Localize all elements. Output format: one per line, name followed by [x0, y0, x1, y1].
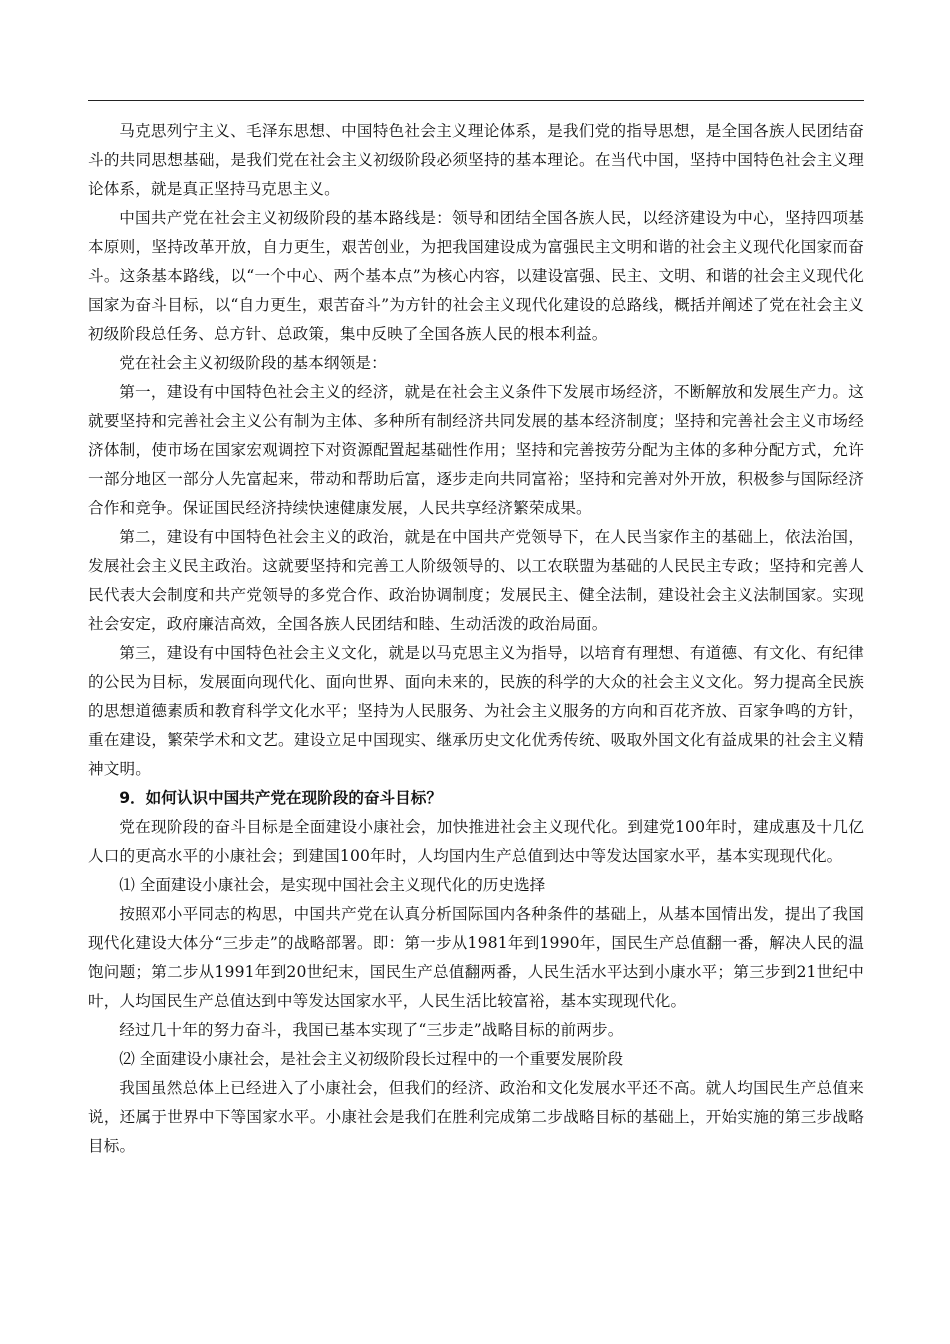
paragraph-basic-program-intro: 党在社会主义初级阶段的基本纲领是：: [119, 354, 387, 372]
subheading-development-stage: ⑵ 全面建设小康社会，是社会主义初级阶段长过程中的一个重要发展阶段: [119, 1050, 624, 1068]
paragraph-guiding-thought: 马克思列宁主义、毛泽东思想、中国特色社会主义理论体系，是我们党的指导思想，是全国各族人民团结奋斗的共同思想基础，是我们党在社会主义初级阶段必须坚持的基本理论。在当代中国，坚持中国特色社会主义理论体系，就是真正坚持马克思主义。: [88, 122, 864, 198]
subheading-historical-choice: ⑴ 全面建设小康社会，是实现中国社会主义现代化的历史选择: [119, 876, 546, 894]
document-body: [88, 117, 864, 1161]
paragraph-current-goal: 党在现阶段的奋斗目标是全面建设小康社会，加快推进社会主义现代化。到建党100年时，建成惠及十几亿人口的更高水平的小康社会；到建国100年时，人均国内生产总值到达中等发达国家水平，基本实现现代化。: [88, 818, 864, 865]
paragraph-culture: 第三，建设有中国特色社会主义文化，就是以马克思主义为指导，以培育有理想、有道德、有文化、有纪律的公民为目标，发展面向现代化、面向世界、面向未来的，民族的科学的大众的社会主义文化。努力提高全民族的思想道德素质和教育科学文化水平；坚持为人民服务、为社会主义服务的方向和百花齐放、百家争鸣的方针，重在建设，繁荣学术和文艺。建设立足中国现实、继承历史文化优秀传统、吸取外国文化有益成果的社会主义精神文明。: [88, 644, 864, 778]
question-heading: 9．如何认识中国共产党在现阶段的奋斗目标？: [119, 789, 442, 807]
header-rule: [88, 100, 864, 101]
paragraph-basic-line: 中国共产党在社会主义初级阶段的基本路线是：领导和团结全国各族人民，以经济建设为中心，坚持四项基本原则，坚持改革开放，自力更生，艰苦创业，为把我国建设成为富强民主文明和谐的社会主义现代化国家而奋斗。这条基本路线，以“一个中心、两个基本点”为核心内容，以建设富强、民主、文明、和谐的社会主义现代化国家为奋斗目标，以“自力更生，艰苦奋斗”为方针的社会主义现代化建设的总路线，概括并阐述了党在社会主义初级阶段总任务、总方针、总政策，集中反映了全国各族人民的根本利益。: [88, 209, 864, 343]
paragraph-three-steps: 按照邓小平同志的构思，中国共产党在认真分析国际国内各种条件的基础上，从基本国情出发，提出了我国现代化建设大体分“三步走”的战略部署。即：第一步从1981年到1990年，国民生产总值翻一番，解决人民的温饱问题；第二步从1991年到20世纪末，国民生产总值翻两番，人民生活水平达到小康水平；第三步到21世纪中叶，人均国民生产总值达到中等发达国家水平，人民生活比较富裕，基本实现现代化。: [88, 905, 864, 1010]
paragraph-first-two-steps: 经过几十年的努力奋斗，我国已基本实现了“三步走”战略目标的前两步。: [119, 1021, 624, 1039]
paragraph-economy: 第一，建设有中国特色社会主义的经济，就是在社会主义条件下发展市场经济，不断解放和发展生产力。这就要坚持和完善社会主义公有制为主体、多种所有制经济共同发展的基本经济制度；坚持和完善社会主义市场经济体制，使市场在国家宏观调控下对资源配置起基础性作用；坚持和完善按劳分配为主体的多种分配方式，允许一部分地区一部分人先富起来，带动和帮助后富，逐步走向共同富裕；坚持和完善对外开放，积极参与国际经济合作和竞争。保证国民经济持续快速健康发展，人民共享经济繁荣成果。: [88, 383, 864, 517]
paragraph-xiaokang-level: 我国虽然总体上已经进入了小康社会，但我们的经济、政治和文化发展水平还不高。就人均国民生产总值来说，还属于世界中下等国家水平。小康社会是我们在胜利完成第二步战略目标的基础上，开始实施的第三步战略目标。: [88, 1079, 864, 1155]
paragraph-politics: 第二，建设有中国特色社会主义的政治，就是在中国共产党领导下，在人民当家作主的基础上，依法治国，发展社会主义民主政治。这就要坚持和完善工人阶级领导的、以工农联盟为基础的人民民主专政；坚持和完善人民代表大会制度和共产党领导的多党合作、政治协调制度；发展民主、健全法制，建设社会主义法制国家。实现社会安定，政府廉洁高效，全国各族人民团结和睦、生动活泼的政治局面。: [88, 528, 864, 633]
